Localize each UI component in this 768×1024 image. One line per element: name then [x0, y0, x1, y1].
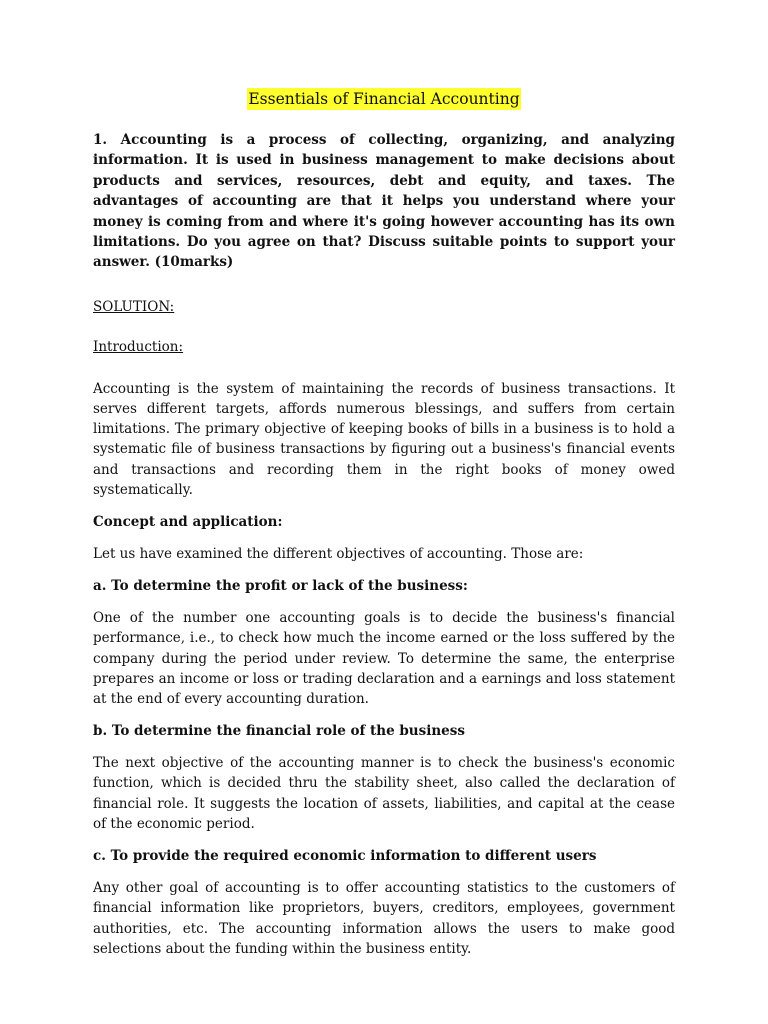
- concept-heading: Concept and application:: [93, 514, 283, 531]
- section-heading-a: a. To determine the profit or lack of the business:: [93, 578, 468, 595]
- introduction-heading: Introduction:: [93, 338, 184, 355]
- document-page: [93, 88, 675, 971]
- section-heading-c: c. To provide the required economic information to different users: [93, 848, 597, 865]
- question-text: 1. Accounting is a process of collecting, organizing, and analyzing information. It is used in business management to make decisions about products and services, resources, debt and equity, and taxes. The advantages of accounting are that it helps you understand where your money is coming from and where it's going however accounting has its own limitations. Do you agree on that? Discuss suitable points to support your answer. (10marks): [93, 132, 675, 271]
- introduction-paragraph: Accounting is the system of maintaining the records of business transactions. It serves different targets, affords numerous blessings, and suffers from certain limitations. The primary objective of keeping books of bills in a business is to hold a systematic file of business transactions by figuring out a business's financial events and transactions and recording them in the right books of money owed systematically.: [93, 380, 675, 498]
- document-title: Essentials of Financial Accounting: [248, 90, 520, 108]
- section-heading-b: b. To determine the financial role of the business: [93, 723, 465, 740]
- concept-paragraph: Let us have examined the different objectives of accounting. Those are:: [93, 546, 584, 563]
- solution-heading: SOLUTION:: [93, 298, 175, 315]
- section-body-a: One of the number one accounting goals is to decide the business's financial performance, i.e., to check how much the income earned or the loss suffered by the company during the period under review. To determine the same, the enterprise prepares an income or loss or trading declaration and a earnings and loss statement at the end of every accounting duration.: [93, 610, 675, 708]
- section-body-b: The next objective of the accounting manner is to check the business's economic function, which is decided thru the stability sheet, also called the declaration of financial role. It suggests the location of assets, liabilities, and capital at the cease of the economic period.: [93, 755, 675, 832]
- title-wrap: [93, 88, 675, 110]
- section-body-c: Any other goal of accounting is to offer accounting statistics to the customers of financial information like proprietors, buyers, creditors, employees, government authorities, etc. The accounting information allows the users to make good selections about the funding within the business entity.: [93, 880, 675, 957]
